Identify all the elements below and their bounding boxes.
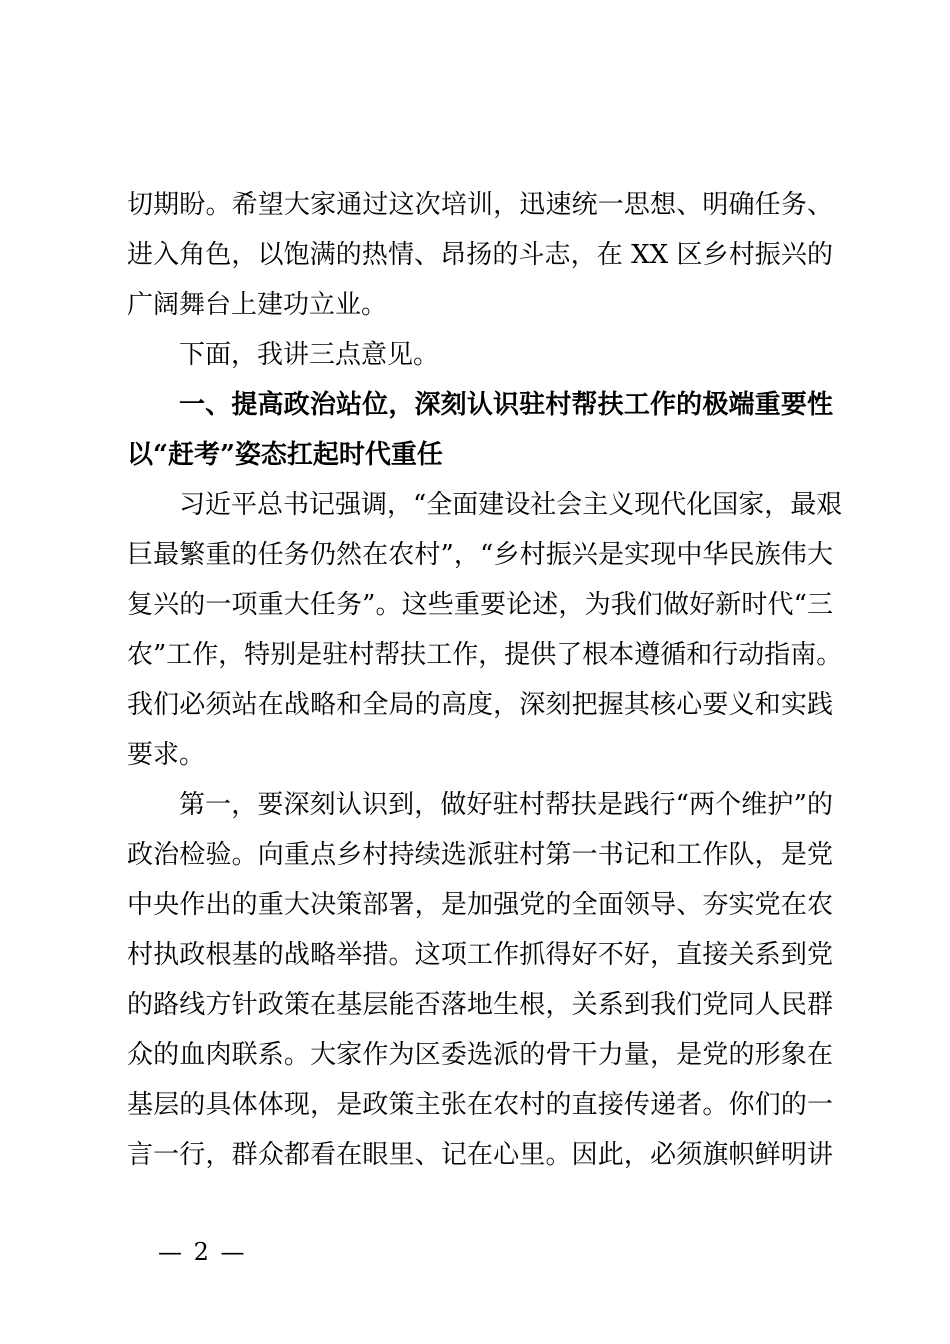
- text-line: 巨最繁重的任务仍然在农村”，“乡村振兴是实现中华民族伟大: [127, 540, 833, 570]
- page-number: — 2 —: [158, 1238, 247, 1266]
- text-line: 政治检验。向重点乡村持续选派驻村第一书记和工作队，是党: [127, 840, 833, 870]
- text-line: 基层的具体体现，是政策主张在农村的直接传递者。你们的一: [127, 1090, 833, 1120]
- text-line: 中央作出的重大决策部署，是加强党的全面领导、夯实党在农: [127, 890, 833, 920]
- text-line: 复兴的一项重大任务”。这些重要论述，为我们做好新时代“三: [127, 590, 833, 620]
- text-line: 广阔舞台上建功立业。: [127, 290, 388, 320]
- text-line: 的路线方针政策在基层能否落地生根，关系到我们党同人民群: [127, 990, 833, 1020]
- text-line: 下面，我讲三点意见。: [179, 340, 440, 370]
- text-line: 我们必须站在战略和全局的高度，深刻把握其核心要义和实践: [127, 690, 833, 720]
- section-heading: 一、提高政治站位，深刻认识驻村帮扶工作的极端重要性: [179, 390, 833, 420]
- text-line: 村执政根基的战略举措。这项工作抓得好不好，直接关系到党: [127, 940, 833, 970]
- text-line: 进入角色，以饱满的热情、昂扬的斗志，在 XX 区乡村振兴的: [127, 240, 833, 270]
- text-line: 切期盼。希望大家通过这次培训，迅速统一思想、明确任务、: [127, 190, 833, 220]
- text-line: 农”工作，特别是驻村帮扶工作，提供了根本遵循和行动指南。: [127, 640, 843, 670]
- text-line: 言一行，群众都看在眼里、记在心里。因此，必须旗帜鲜明讲: [127, 1140, 833, 1170]
- text-line: 习近平总书记强调，“全面建设社会主义现代化国家，最艰: [179, 490, 843, 520]
- text-line: 要求。: [127, 740, 206, 770]
- text-line: 众的血肉联系。大家作为区委选派的骨干力量，是党的形象在: [127, 1040, 833, 1070]
- section-heading: 以“赶考”姿态扛起时代重任: [127, 440, 443, 470]
- text-line: 第一，要深刻认识到，做好驻村帮扶是践行“两个维护”的: [179, 790, 833, 820]
